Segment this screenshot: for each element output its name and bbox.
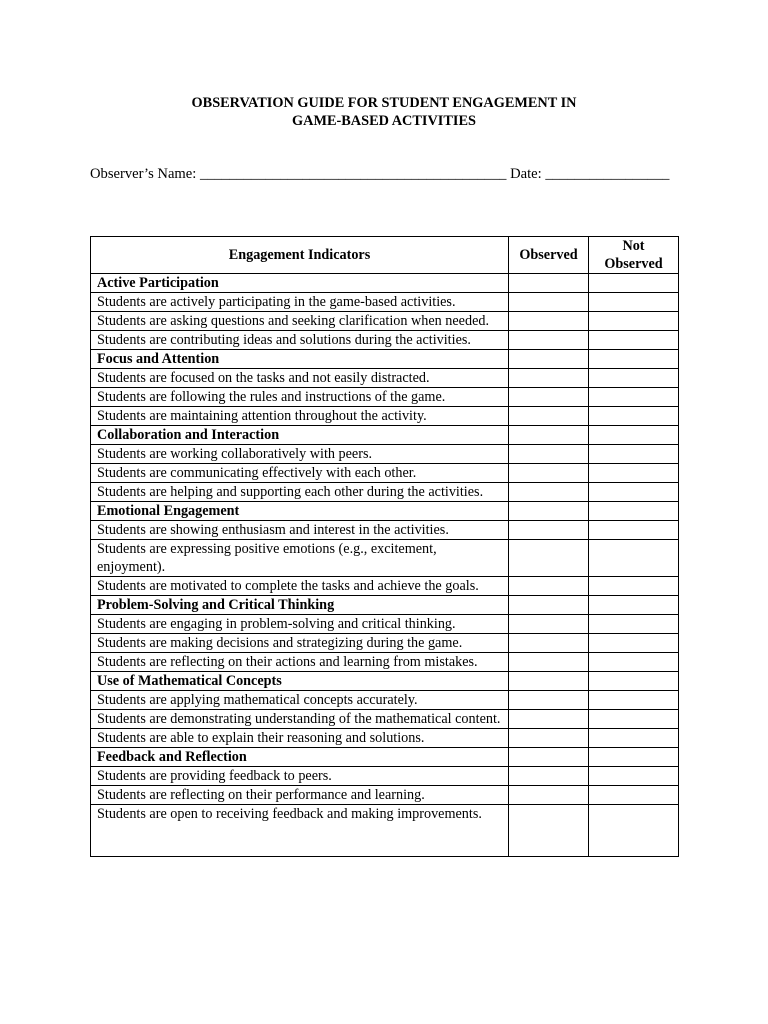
category-not-observed-cell — [589, 596, 679, 615]
header-not-observed-line-2: Observed — [604, 256, 663, 272]
indicator-text: Students are following the rules and instructions of the game. — [91, 388, 509, 407]
observed-checkbox-cell[interactable] — [509, 293, 589, 312]
not-observed-checkbox-cell[interactable] — [589, 786, 679, 805]
category-observed-cell — [509, 596, 589, 615]
category-heading: Feedback and Reflection — [91, 748, 509, 767]
observed-checkbox-cell[interactable] — [509, 805, 589, 857]
indicator-text: Students are making decisions and strategizing during the game. — [91, 634, 509, 653]
indicator-row — [91, 521, 679, 540]
not-observed-checkbox-cell[interactable] — [589, 312, 679, 331]
category-not-observed-cell — [589, 672, 679, 691]
indicator-row — [91, 540, 679, 577]
category-row — [91, 426, 679, 445]
not-observed-checkbox-cell[interactable] — [589, 615, 679, 634]
observed-checkbox-cell[interactable] — [509, 786, 589, 805]
not-observed-checkbox-cell[interactable] — [589, 634, 679, 653]
not-observed-checkbox-cell[interactable] — [589, 464, 679, 483]
indicator-text: Students are helping and supporting each other during the activities. — [91, 483, 509, 502]
indicator-row — [91, 710, 679, 729]
not-observed-checkbox-cell[interactable] — [589, 388, 679, 407]
indicator-text: Students are providing feedback to peers. — [91, 767, 509, 786]
indicator-text: Students are engaging in problem-solving and critical thinking. — [91, 615, 509, 634]
indicator-row — [91, 805, 679, 857]
indicator-row — [91, 312, 679, 331]
not-observed-checkbox-cell[interactable] — [589, 729, 679, 748]
indicator-text: Students are actively participating in the game-based activities. — [91, 293, 509, 312]
not-observed-checkbox-cell[interactable] — [589, 577, 679, 596]
category-heading: Problem-Solving and Critical Thinking — [91, 596, 509, 615]
title-line-2: GAME-BASED ACTIVITIES — [292, 113, 476, 129]
indicator-text: Students are able to explain their reasoning and solutions. — [91, 729, 509, 748]
category-heading: Collaboration and Interaction — [91, 426, 509, 445]
category-not-observed-cell — [589, 350, 679, 369]
observer-name-blank[interactable]: __________________________________________ — [199, 166, 507, 182]
category-observed-cell — [509, 502, 589, 521]
indicator-row — [91, 634, 679, 653]
observed-checkbox-cell[interactable] — [509, 331, 589, 350]
observed-checkbox-cell[interactable] — [509, 407, 589, 426]
indicator-text: Students are applying mathematical concepts accurately. — [91, 691, 509, 710]
not-observed-checkbox-cell[interactable] — [589, 483, 679, 502]
indicator-row — [91, 786, 679, 805]
indicator-row — [91, 729, 679, 748]
category-not-observed-cell — [589, 274, 679, 293]
date-blank[interactable]: _________________ — [545, 166, 670, 182]
observed-checkbox-cell[interactable] — [509, 691, 589, 710]
category-not-observed-cell — [589, 748, 679, 767]
category-observed-cell — [509, 748, 589, 767]
observed-checkbox-cell[interactable] — [509, 710, 589, 729]
indicator-text: Students are reflecting on their actions and learning from mistakes. — [91, 653, 509, 672]
indicator-text: Students are showing enthusiasm and interest in the activities. — [91, 521, 509, 540]
indicator-row — [91, 483, 679, 502]
title-line-1: OBSERVATION GUIDE FOR STUDENT ENGAGEMENT IN — [191, 95, 577, 111]
indicator-text: Students are expressing positive emotions (e.g., excitement, enjoyment). — [91, 540, 509, 577]
indicator-row — [91, 293, 679, 312]
category-heading: Use of Mathematical Concepts — [91, 672, 509, 691]
observed-checkbox-cell[interactable] — [509, 464, 589, 483]
indicator-text: Students are motivated to complete the tasks and achieve the goals. — [91, 577, 509, 596]
category-not-observed-cell — [589, 502, 679, 521]
not-observed-checkbox-cell[interactable] — [589, 521, 679, 540]
category-row — [91, 672, 679, 691]
indicator-text: Students are asking questions and seeking clarification when needed. — [91, 312, 509, 331]
date-label: Date: — [510, 166, 542, 182]
not-observed-checkbox-cell[interactable] — [589, 710, 679, 729]
indicator-row — [91, 767, 679, 786]
header-not-observed — [589, 237, 679, 274]
not-observed-checkbox-cell[interactable] — [589, 540, 679, 577]
category-observed-cell — [509, 274, 589, 293]
observed-checkbox-cell[interactable] — [509, 653, 589, 672]
observed-checkbox-cell[interactable] — [509, 445, 589, 464]
table-body — [91, 274, 679, 857]
indicator-row — [91, 388, 679, 407]
indicator-row — [91, 577, 679, 596]
not-observed-checkbox-cell[interactable] — [589, 445, 679, 464]
table-header-row — [91, 237, 679, 274]
indicator-row — [91, 369, 679, 388]
not-observed-checkbox-cell[interactable] — [589, 293, 679, 312]
header-not-observed-line-1: Not — [622, 238, 645, 254]
category-heading: Active Participation — [91, 274, 509, 293]
category-row — [91, 274, 679, 293]
not-observed-checkbox-cell[interactable] — [589, 691, 679, 710]
observed-checkbox-cell[interactable] — [509, 483, 589, 502]
indicator-text: Students are communicating effectively with each other. — [91, 464, 509, 483]
not-observed-checkbox-cell[interactable] — [589, 805, 679, 857]
category-observed-cell — [509, 350, 589, 369]
category-row — [91, 596, 679, 615]
indicator-row — [91, 691, 679, 710]
observed-checkbox-cell[interactable] — [509, 521, 589, 540]
indicator-row — [91, 407, 679, 426]
category-row — [91, 748, 679, 767]
indicator-row — [91, 464, 679, 483]
indicator-row — [91, 445, 679, 464]
indicator-text: Students are reflecting on their performance and learning. — [91, 786, 509, 805]
header-engagement-indicators: Engagement Indicators — [91, 237, 509, 274]
not-observed-checkbox-cell[interactable] — [589, 407, 679, 426]
category-not-observed-cell — [589, 426, 679, 445]
indicator-row — [91, 615, 679, 634]
header-observed: Observed — [509, 237, 589, 274]
not-observed-checkbox-cell[interactable] — [589, 331, 679, 350]
indicator-text: Students are open to receiving feedback and making improvements. — [91, 805, 509, 857]
not-observed-checkbox-cell[interactable] — [589, 653, 679, 672]
observed-checkbox-cell[interactable] — [509, 388, 589, 407]
observed-checkbox-cell[interactable] — [509, 369, 589, 388]
observed-checkbox-cell[interactable] — [509, 540, 589, 577]
category-row — [91, 350, 679, 369]
not-observed-checkbox-cell[interactable] — [589, 369, 679, 388]
indicator-row — [91, 331, 679, 350]
observed-checkbox-cell[interactable] — [509, 577, 589, 596]
indicator-row — [91, 653, 679, 672]
observer-name-label: Observer’s Name: — [90, 166, 197, 182]
not-observed-checkbox-cell[interactable] — [589, 767, 679, 786]
indicator-text: Students are maintaining attention throughout the activity. — [91, 407, 509, 426]
document-title — [0, 94, 768, 130]
indicator-text: Students are contributing ideas and solutions during the activities. — [91, 331, 509, 350]
observed-checkbox-cell[interactable] — [509, 312, 589, 331]
observed-checkbox-cell[interactable] — [509, 729, 589, 748]
indicator-text: Students are demonstrating understanding of the mathematical content. — [91, 710, 509, 729]
indicator-text: Students are focused on the tasks and not easily distracted. — [91, 369, 509, 388]
category-observed-cell — [509, 672, 589, 691]
observer-line — [90, 165, 669, 183]
indicator-text: Students are working collaboratively with peers. — [91, 445, 509, 464]
category-row — [91, 502, 679, 521]
observed-checkbox-cell[interactable] — [509, 634, 589, 653]
observed-checkbox-cell[interactable] — [509, 767, 589, 786]
engagement-table — [90, 236, 679, 857]
observed-checkbox-cell[interactable] — [509, 615, 589, 634]
category-heading: Emotional Engagement — [91, 502, 509, 521]
category-heading: Focus and Attention — [91, 350, 509, 369]
category-observed-cell — [509, 426, 589, 445]
